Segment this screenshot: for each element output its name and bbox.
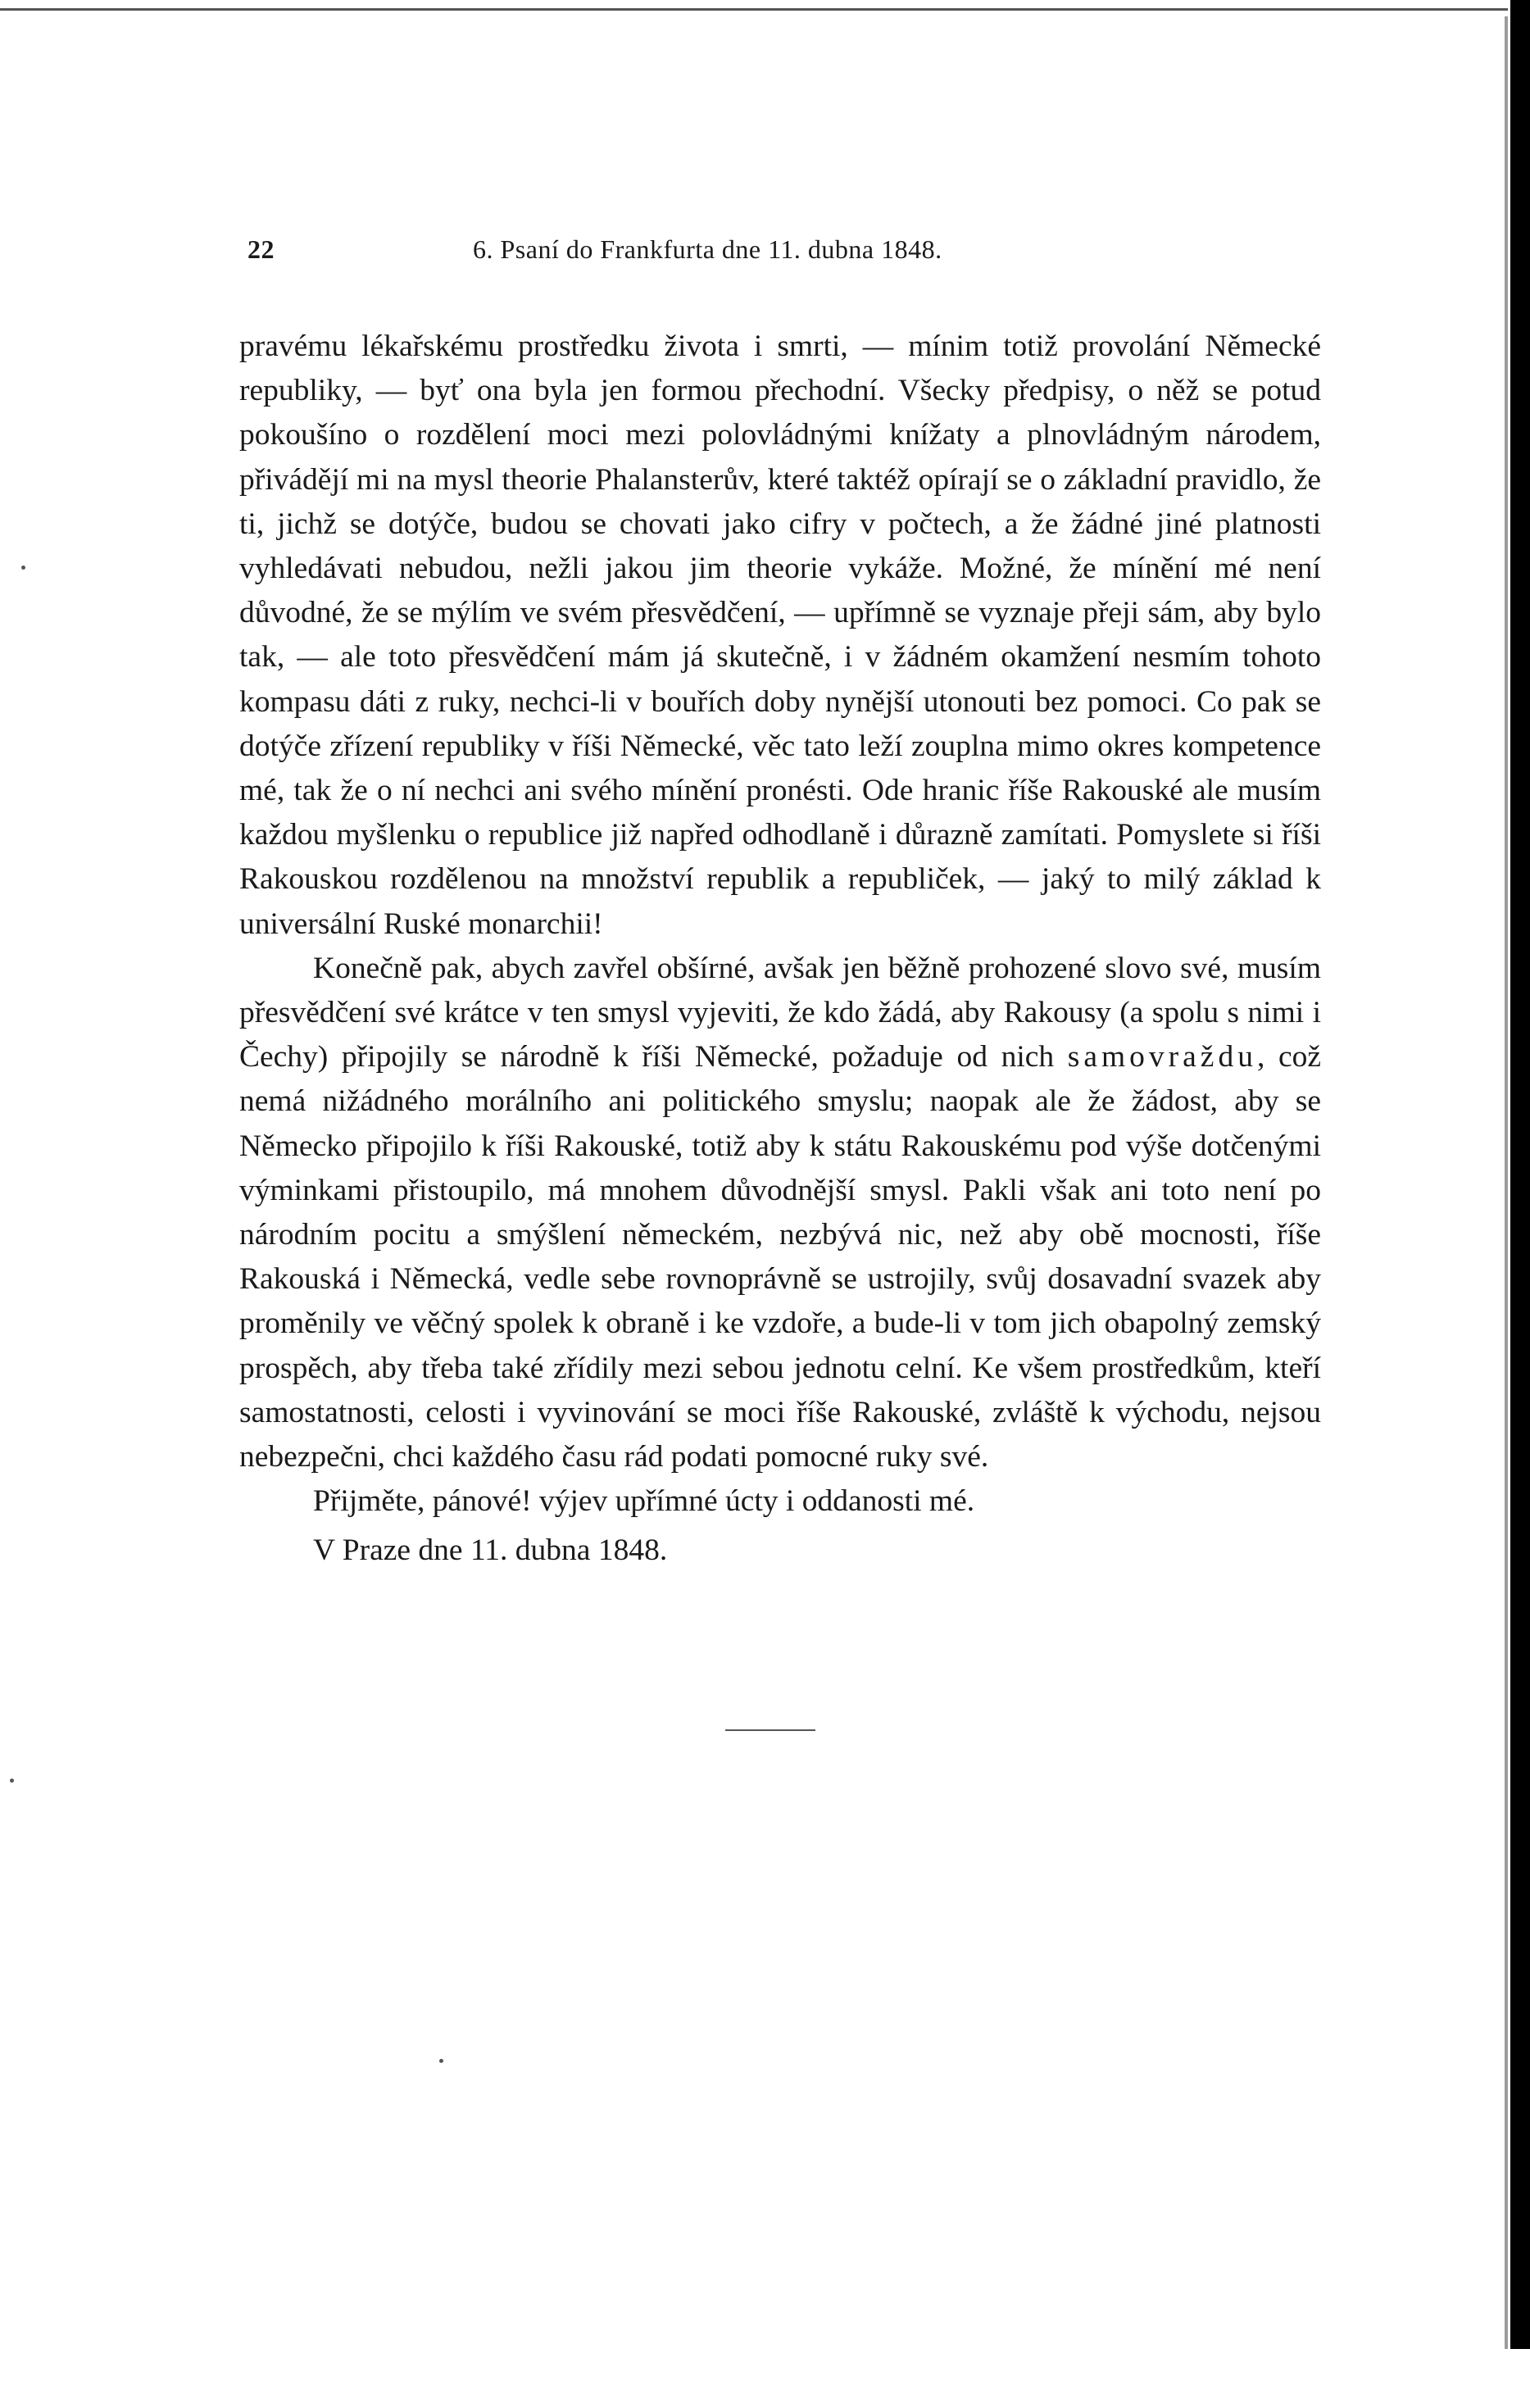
page-number: 22 bbox=[247, 234, 275, 264]
scan-speck bbox=[21, 566, 25, 570]
scan-edge-right bbox=[1510, 0, 1530, 2349]
scan-speck bbox=[439, 2059, 443, 2063]
closing-rule-line bbox=[725, 1729, 815, 1731]
paragraph-2-part-2: , což nemá nižádného morálního ani politického smyslu; naopak ale že žádost, aby se Německo připojilo k říši Rakouské, totiž aby k státu Rakouskému pod výše dotčenými výminkami přistoupilo, má mnohem důvodnější smysl. Pakli však ani toto není po národním pocitu a smýšlení německém, nezbývá nic, než aby obě mocnosti, říše Rakouská i Německá, vedle sebe rovnoprávně se ustrojily, svůj dosavadní svazek aby proměnily ve věčný spolek k obraně i ke vzdoře, a bude-li v tom jich obapolný zemský prospěch, aby třeba také zřídily mezi sebou jednotu celní. Ke všem prostředkům, kteří samostatnosti, celosti i vyvinování se moci říše Rakouské, zvláště k východu, nejsou nebezpečni, chci každého času rád podati pomocné ruky své. bbox=[239, 1040, 1321, 1474]
paragraph-2-part-1: Konečně pak, abych zavřel obšírné, avšak jen běžně prohozené slovo své, musím přesvědčení své krátce v ten smysl vyjeviti, že kdo žádá, aby Rakousy (a spolu s nimi i Čechy) připojily se národně k říši Německé, požaduje od nich bbox=[239, 951, 1321, 1075]
body-text bbox=[239, 325, 1321, 1574]
page bbox=[239, 221, 1321, 1574]
scan-speck bbox=[10, 1779, 14, 1783]
date-line: V Praze dne 11. dubna 1848. bbox=[313, 1533, 668, 1568]
spaced-emphasis: samovraždu bbox=[1067, 1040, 1257, 1075]
scan-edge-inner bbox=[1505, 16, 1508, 2349]
scan-edge-top bbox=[0, 8, 1508, 11]
running-head bbox=[239, 221, 1321, 279]
paragraph-1: pravému lékařskému prostředku života i smrti, — mínim totiž provolání Německé republiky, — byť ona byla jen formou přechodní. Všecky předpisy, o něž se potud pokoušíno o rozdělení moci mezi polovládnými knížaty a plnovládným národem, přivádějí mi na mysl theorie Phalansterův, které taktéž opírají se o základní pravidlo, že ti, jichž se dotýče, budou se chovati jako cifry v počtech, a že žádné jiné platnosti vyhledávati nebudou, nežli jakou jim theorie vykáže. Možné, že mínění mé není důvodné, že se mýlím ve svém přesvědčení, — upřímně se vyznaje přeji sám, aby bylo tak, — ale toto přesvědčení mám já skutečně, i v žádném okamžení nesmím tohoto kompasu dáti z ruky, nechci-li v bouřích doby nynější utonouti bez pomoci. Co pak se dotýče zřízení republiky v říši Německé, věc tato leží zouplna mimo okres kompetence mé, tak že o ní nechci ani svého mínění pronésti. Ode hranic říše Rakouské ale musím každou myšlenku o republice již napřed odhodlaně i důrazně zamítati. Pomyslete si říši Rakouskou rozdělenou na množství republik a republiček, — jaký to milý základ k universální Ruské monarchii! bbox=[239, 329, 1321, 941]
closing-salutation: Přijměte, pánové! výjev upřímné úcty i oddanosti mé. bbox=[313, 1484, 975, 1519]
running-title: 6. Psaní do Frankfurta dne 11. dubna 1848. bbox=[473, 234, 942, 264]
paragraph-2 bbox=[239, 947, 1321, 1479]
